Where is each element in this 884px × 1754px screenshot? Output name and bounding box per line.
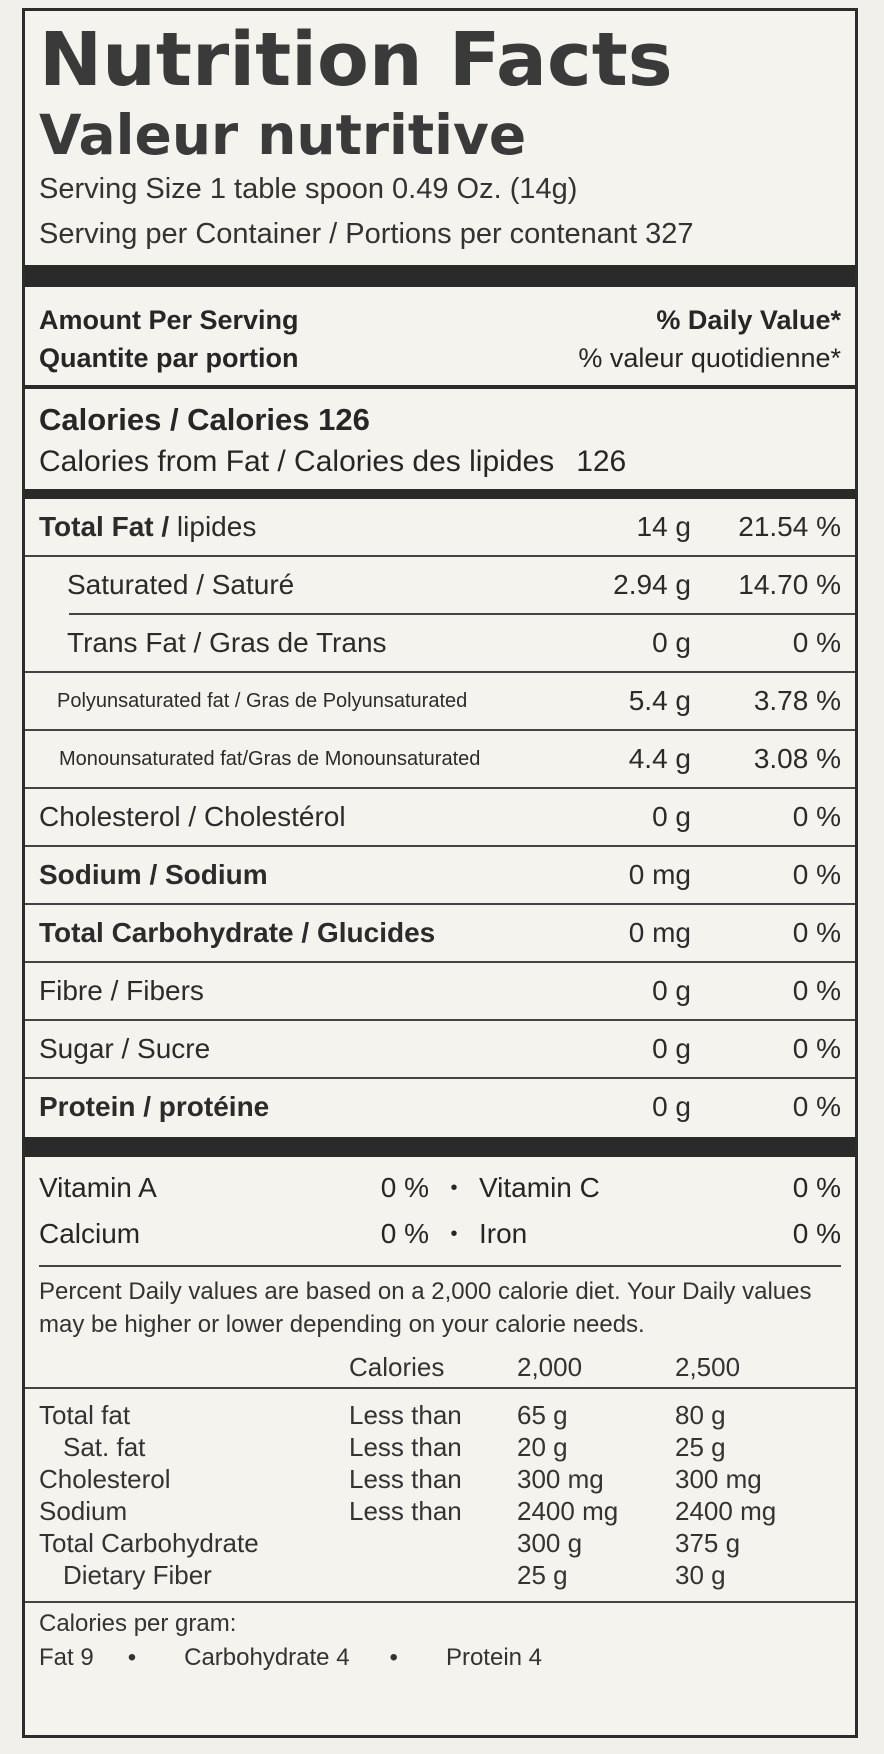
saturated-label: Saturated / Saturé: [67, 569, 295, 600]
poly-dv: 3.78 %: [753, 685, 841, 716]
amount-per-serving-en: Amount Per Serving: [39, 305, 299, 335]
daily-row-v2: 2400 mg: [675, 1495, 777, 1526]
title-english: Nutrition Facts: [39, 17, 673, 103]
nutrient-row-poly: [39, 673, 841, 729]
daily-row-cond: Less than: [349, 1431, 462, 1462]
nutrient-row-total-fat: [39, 499, 841, 555]
total-fat-amount: 14 g: [636, 511, 691, 542]
calcium-pct: 0 %: [380, 1218, 429, 1249]
protein-dv: 0 %: [792, 1091, 841, 1122]
fat-per-gram: Fat 9: [39, 1644, 94, 1671]
nutrient-row-carbohydrate: [39, 905, 841, 961]
calories-per-gram-label: Calories per gram:: [39, 1610, 237, 1637]
vitamin-c-label: Vitamin C: [479, 1172, 600, 1203]
bullet: •: [127, 1644, 137, 1671]
poly-label: Polyunsaturated fat / Gras de Polyunsaturated: [57, 689, 468, 712]
footnote-section: [25, 1275, 855, 1591]
mono-label: Monounsaturated fat/Gras de Monounsaturated: [59, 747, 481, 770]
daily-row-name: Sodium: [39, 1495, 128, 1526]
daily-value-en: % Daily Value*: [656, 305, 841, 335]
trans-dv: 0 %: [792, 627, 841, 658]
daily-row-v1: 300 mg: [517, 1463, 604, 1494]
cholesterol-amount: 0 g: [652, 801, 691, 832]
daily-row-name: Dietary Fiber: [63, 1559, 212, 1590]
col-2000: 2,000: [517, 1351, 583, 1382]
sodium-dv: 0 %: [792, 859, 841, 890]
amount-header: [25, 287, 855, 385]
row-divider: [25, 1601, 855, 1603]
protein-label: Protein / protéine: [39, 1091, 270, 1122]
nutrient-row-trans: [39, 615, 841, 671]
bullet: •: [389, 1644, 398, 1671]
saturated-dv: 14.70 %: [738, 569, 841, 600]
daily-table-row: [39, 1527, 841, 1559]
calcium-label: Calcium: [39, 1218, 141, 1249]
sodium-label: Sodium / Sodium: [39, 859, 268, 890]
cholesterol-label: Cholesterol / Cholestérol: [39, 801, 346, 832]
daily-row-v2: 30 g: [675, 1559, 726, 1590]
iron-pct: 0 %: [792, 1218, 841, 1249]
nutrient-row-cholesterol: [39, 789, 841, 845]
servings-per-container: Serving per Container / Portions per contenant 327: [39, 218, 694, 250]
daily-row-name: Total Carbohydrate: [39, 1527, 259, 1558]
daily-table-row: [39, 1431, 841, 1463]
col-2500: 2,500: [675, 1351, 741, 1382]
carb-per-gram: Carbohydrate 4: [184, 1644, 350, 1671]
title-french: Valeur nutritive: [39, 103, 527, 167]
sugar-dv: 0 %: [792, 1033, 841, 1064]
nutrient-row-fibre: [39, 963, 841, 1019]
daily-row-cond: Less than: [349, 1495, 462, 1526]
carbohydrate-dv: 0 %: [792, 917, 841, 948]
protein-amount: 0 g: [652, 1091, 691, 1122]
daily-value-table: [39, 1347, 841, 1591]
thick-divider: [25, 265, 855, 287]
carbohydrate-label: Total Carbohydrate / Glucides: [39, 917, 436, 948]
poly-amount: 5.4 g: [628, 685, 691, 716]
row-divider: [25, 1387, 855, 1389]
daily-value-fr: % valeur quotidienne*: [578, 343, 841, 373]
daily-row-v2: 25 g: [675, 1431, 726, 1462]
nutrient-row-sodium: [39, 847, 841, 903]
calories-from-fat-value: 126: [576, 445, 627, 478]
total-fat-label: Total Fat /: [39, 511, 170, 542]
daily-row-v2: 300 mg: [675, 1463, 762, 1494]
row-divider: [39, 1265, 841, 1267]
vitamins-section: [25, 1157, 855, 1257]
bullet: •: [450, 1176, 458, 1199]
daily-row-v1: 20 g: [517, 1431, 568, 1462]
daily-row-v1: 25 g: [517, 1559, 568, 1590]
nutrient-table: [25, 499, 855, 555]
nutrient-row-mono: [39, 731, 841, 787]
daily-row-name: Total fat: [39, 1399, 131, 1430]
calories-col-label: Calories: [349, 1351, 445, 1382]
mono-dv: 3.08 %: [753, 743, 841, 774]
protein-per-gram: Protein 4: [445, 1644, 543, 1671]
nutrient-row-sugar: [39, 1021, 841, 1077]
vitamin-row: [39, 1165, 841, 1211]
fibre-label: Fibre / Fibers: [39, 975, 204, 1006]
bullet: •: [450, 1222, 458, 1245]
vitamin-c-pct: 0 %: [792, 1172, 841, 1203]
nutrition-label: [22, 8, 858, 1738]
thick-divider: [25, 1137, 855, 1157]
daily-row-name: Sat. fat: [63, 1431, 146, 1462]
trans-label: Trans Fat / Gras de Trans: [67, 627, 387, 658]
daily-row-v2: 80 g: [675, 1399, 726, 1430]
trans-amount: 0 g: [652, 627, 691, 658]
amount-per-serving-fr: Quantite par portion: [39, 343, 299, 373]
nutrient-row-saturated: [39, 557, 841, 613]
calories-section: [25, 389, 855, 489]
vitamin-a-pct: 0 %: [380, 1172, 429, 1203]
daily-table-row: [39, 1559, 841, 1591]
saturated-amount: 2.94 g: [613, 569, 691, 600]
daily-table-header: [39, 1347, 841, 1387]
sodium-amount: 0 mg: [628, 859, 691, 890]
daily-row-v1: 2400 mg: [517, 1495, 619, 1526]
medium-divider: [25, 489, 855, 499]
calories-from-fat: [39, 441, 841, 483]
calories-from-fat-label: Calories from Fat / Calories des lipides: [39, 445, 555, 478]
vitamin-a-label: Vitamin A: [39, 1172, 157, 1203]
total-fat-label-fr: lipides: [169, 511, 257, 542]
daily-row-name: Cholesterol: [39, 1463, 171, 1494]
daily-table-row: [39, 1495, 841, 1527]
fibre-dv: 0 %: [792, 975, 841, 1006]
daily-row-v2: 375 g: [675, 1527, 741, 1558]
daily-row-cond: Less than: [349, 1463, 462, 1494]
vitamin-row: [39, 1211, 841, 1257]
daily-row-v1: 300 g: [517, 1527, 583, 1558]
nutrient-row-protein: [39, 1079, 841, 1135]
serving-size: Serving Size 1 table spoon 0.49 Oz. (14g): [39, 173, 578, 205]
total-fat-dv: 21.54 %: [738, 511, 841, 542]
daily-table-row: [39, 1463, 841, 1495]
calories-line: Calories / Calories 126: [39, 402, 370, 437]
fibre-amount: 0 g: [652, 975, 691, 1006]
footnote-text: Percent Daily values are based on a 2,000 calorie diet. Your Daily values may be higher or lower depending on your calorie needs.: [39, 1278, 812, 1338]
carbohydrate-amount: 0 mg: [628, 917, 691, 948]
cholesterol-dv: 0 %: [792, 801, 841, 832]
mono-amount: 4.4 g: [628, 743, 691, 774]
daily-table-row: [39, 1399, 841, 1431]
iron-label: Iron: [479, 1218, 528, 1249]
calories-per-gram-row: [25, 1641, 855, 1675]
daily-row-cond: Less than: [349, 1399, 462, 1430]
sugar-label: Sugar / Sucre: [39, 1033, 211, 1064]
sugar-amount: 0 g: [652, 1033, 691, 1064]
daily-row-v1: 65 g: [517, 1399, 568, 1430]
